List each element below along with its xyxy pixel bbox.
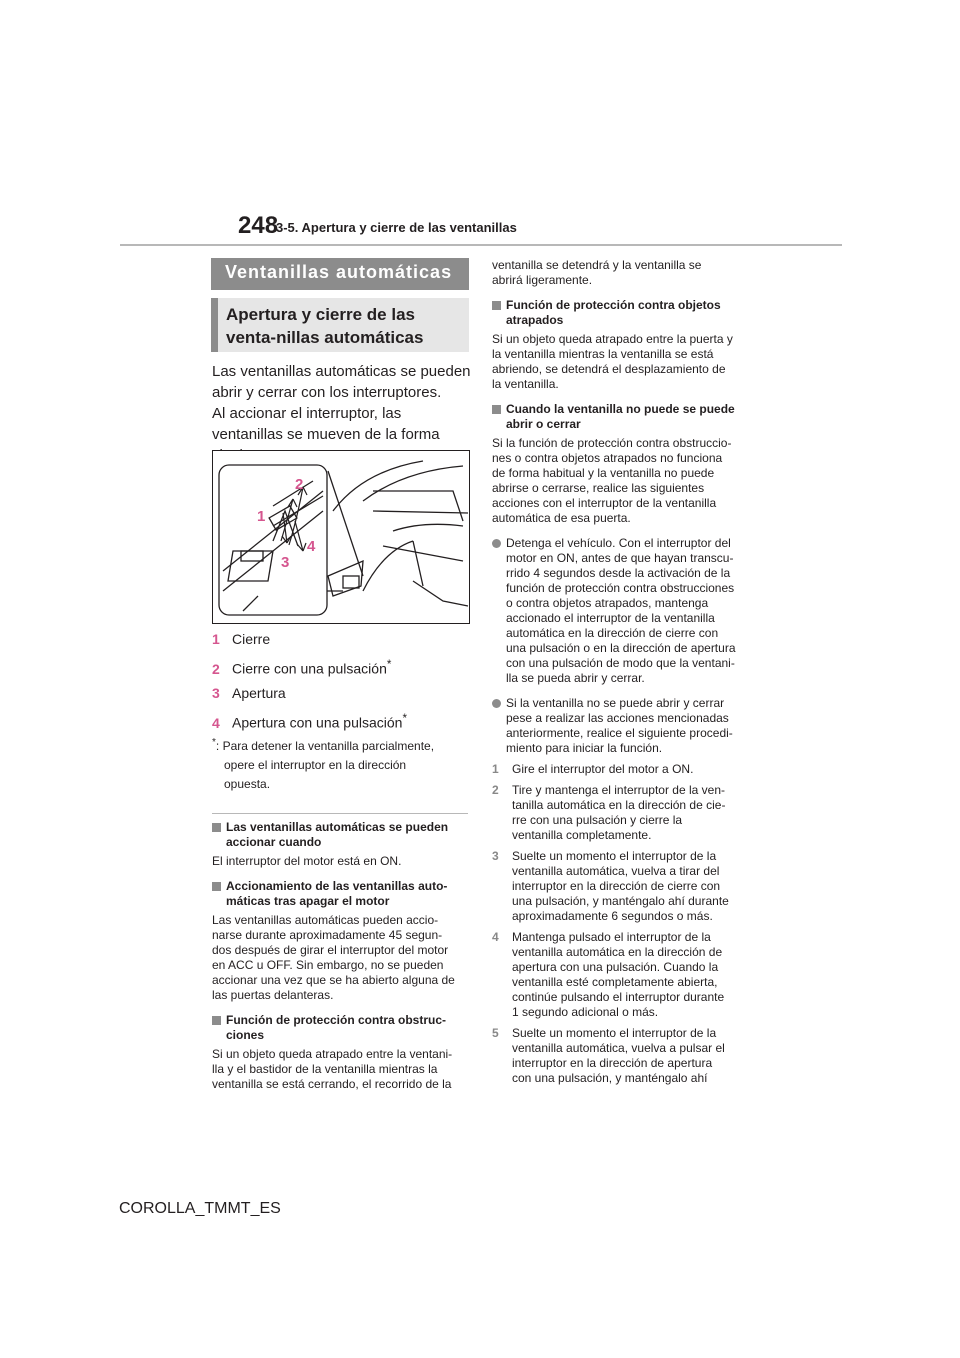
note-body-line: Si la función de protección contra obstruccio-	[492, 436, 732, 450]
continued-text	[492, 258, 754, 288]
note-body	[212, 913, 474, 1003]
note-heading-line: Función de protección contra objetos	[506, 298, 721, 312]
footnote-mark: *	[402, 712, 407, 725]
note-body-line: las puertas delanteras.	[212, 988, 334, 1002]
note-body-line: ventanilla se detendrá y la ventanilla se	[492, 258, 702, 272]
note-heading-line: abrir o cerrar	[506, 417, 581, 431]
bullet-line: miento para iniciar la función.	[506, 741, 663, 755]
bullet-line: Si la ventanilla no se puede abrir y cerrar	[506, 696, 725, 710]
note-body-line: Las ventanillas automáticas pueden accio-	[212, 913, 439, 927]
note-body-line: lla y el bastidor de la ventanilla mientras la	[212, 1062, 438, 1076]
footnote-line: opere el interruptor en la dirección	[224, 758, 407, 772]
note-body-line: El interruptor del motor está en ON.	[212, 854, 402, 868]
note-body	[492, 436, 754, 526]
step-line: apertura con una pulsación. Cuando la	[512, 960, 719, 974]
step-line: interruptor en la dirección de apertura	[512, 1056, 713, 1070]
step-line: ventanilla automática, vuelva a pulsar el	[512, 1041, 725, 1055]
note-heading-line: atrapados	[506, 313, 564, 327]
left-column-notes	[212, 820, 474, 1092]
numbered-step	[492, 762, 754, 777]
note-body-line: abrirá ligeramente.	[492, 273, 593, 287]
bullet-line: anteriormente, realice el siguiente procedi-	[506, 726, 733, 740]
subsection-heading	[211, 298, 469, 352]
legend-text: Apertura con una pulsación	[232, 714, 403, 731]
note-heading	[212, 879, 474, 909]
bullet-line: una pulsación o en la dirección de apertura	[506, 641, 736, 655]
note-body	[212, 854, 474, 869]
footer-doc-code: COROLLA_TMMT_ES	[119, 1200, 281, 1217]
note-body-line: acciones con el interruptor de la ventanilla	[492, 496, 717, 510]
numbered-step	[492, 1026, 754, 1086]
step-line: Gire el interruptor del motor a ON.	[512, 762, 694, 776]
right-column-notes	[492, 258, 754, 1086]
numbered-step	[492, 930, 754, 1020]
callout-label: 4	[307, 538, 316, 555]
step-line: Mantenga pulsado el interruptor de la	[512, 930, 711, 944]
step-number: 3	[492, 849, 499, 863]
bullet-line: o contra objetos atrapados, mantenga	[506, 596, 709, 610]
step-line: Suelte un momento el interruptor de la	[512, 1026, 717, 1040]
step-line: interruptor en la dirección de cierre con	[512, 879, 721, 893]
legend-item	[212, 658, 391, 677]
note-heading	[492, 402, 754, 432]
legend-number: 2	[212, 660, 220, 677]
bullet-line: con una pulsación de modo que la ventani-	[506, 656, 735, 670]
bullet-line: función de protección contra obstrucciones	[506, 581, 735, 595]
note-heading	[212, 1013, 474, 1043]
legend-item	[212, 712, 407, 731]
legend-text: Cierre	[232, 631, 271, 647]
illustration-svg	[213, 451, 469, 623]
note-body-line: automática de esa puerta.	[492, 511, 631, 525]
note-body-line: abriendo, se detendrá el desplazamiento de	[492, 362, 726, 376]
step-number: 1	[492, 762, 499, 776]
step-line: aproximadamente 6 segundos o más.	[512, 909, 713, 923]
bullet-line: rrido 4 segundos desde la activación de la	[506, 566, 731, 580]
column-divider	[212, 813, 468, 814]
bullet-line: pese a realizar las acciones mencionadas	[506, 711, 729, 725]
legend-number: 3	[212, 685, 220, 701]
callout-label: 2	[295, 476, 304, 493]
legend-text: Cierre con una pulsación	[232, 660, 387, 677]
bullet-line: Detenga el vehículo. Con el interruptor del	[506, 536, 731, 550]
step-line: ventanilla automática, vuelva a tirar del	[512, 864, 720, 878]
step-line: rre con una pulsación y cierre la	[512, 813, 683, 827]
step-line: tanilla automática en la dirección de cie-	[512, 798, 726, 812]
note-body-line: dos después de girar el interruptor del motor	[212, 943, 449, 957]
callout-label: 3	[281, 554, 290, 571]
note-body-line: nes o contra objetos atrapados no funciona	[492, 451, 723, 465]
note-body-line: Si un objeto queda atrapado entre la ventani-	[212, 1047, 453, 1061]
numbered-step	[492, 783, 754, 843]
page-number: 248	[238, 212, 279, 239]
note-body-line: Si un objeto queda atrapado entre la puerta y	[492, 332, 733, 346]
note-body	[492, 332, 754, 392]
bullet-line: accionado el interruptor de la ventanilla	[506, 611, 715, 625]
legend-text: Apertura	[232, 685, 286, 701]
note-body-line: de forma habitual y la ventanilla no puede	[492, 466, 715, 480]
footnote-mark: *	[386, 658, 392, 671]
step-number: 5	[492, 1026, 499, 1040]
footnote-text: : Para detener la ventanilla parcialmente,	[215, 739, 435, 753]
step-number: 4	[492, 930, 499, 944]
legend-number: 1	[212, 631, 220, 647]
callout-label: 1	[257, 508, 266, 525]
bullet-item	[492, 536, 754, 686]
note-heading	[212, 820, 474, 850]
note-body-line: la ventanilla mientras la ventanilla se está	[492, 347, 714, 361]
intro-paragraph: Las ventanillas automáticas se pueden abrir y cerrar con los interruptores.	[212, 363, 471, 401]
step-line: Tire y mantenga el interruptor de la ven-	[512, 783, 725, 797]
legend-item	[212, 685, 286, 701]
note-body-line: accionar una vez que se ha abierto alguna de	[212, 973, 455, 987]
header-divider	[120, 244, 842, 246]
footnote-mark: *	[212, 737, 216, 748]
note-body-line: narse durante aproximadamente 45 segun-	[212, 928, 443, 942]
bullet-line: motor en ON, antes de que hayan transcu-	[506, 551, 734, 565]
section-title: 3-5. Apertura y cierre de las ventanillas	[276, 220, 517, 235]
footnote-line	[212, 733, 470, 756]
section-heading: Ventanillas automáticas	[211, 258, 469, 290]
numbered-step	[492, 849, 754, 924]
note-heading-line: máticas tras apagar el motor	[226, 894, 390, 908]
step-line: con una pulsación, y manténgalo ahí	[512, 1071, 708, 1085]
footnote-line: opuesta.	[224, 777, 271, 791]
bullet-line: automática en la dirección de cierre con	[506, 626, 719, 640]
step-line: continúe pulsando el interruptor durante	[512, 990, 725, 1004]
note-heading-line: Cuando la ventanilla no puede se puede	[506, 402, 735, 416]
note-body-line: la ventanilla.	[492, 377, 559, 391]
intro-paragraph: Al accionar el interruptor, las ventanillas se mueven de la forma	[212, 405, 440, 443]
window-switch-illustration	[212, 450, 470, 624]
note-body-line: en ACC u OFF. Sin embargo, no se pueden	[212, 958, 444, 972]
legend-number: 4	[212, 714, 220, 731]
step-line: una pulsación, y manténgalo ahí durante	[512, 894, 729, 908]
bullet-line: lla se pueda abrir y cerrar.	[506, 671, 645, 685]
note-body-line: ventanilla se está cerrando, el recorrido de la	[212, 1077, 452, 1091]
step-number: 2	[492, 783, 499, 797]
step-line: 1 segundo adicional o más.	[512, 1005, 659, 1019]
note-heading-line: Las ventanillas automáticas se pueden	[226, 820, 449, 834]
note-heading-line: ciones	[226, 1028, 265, 1042]
step-line: ventanilla esté completamente abierta,	[512, 975, 718, 989]
note-heading-line: Accionamiento de las ventanillas auto-	[226, 879, 448, 893]
note-heading-line: accionar cuando	[226, 835, 322, 849]
note-body	[212, 1047, 474, 1092]
note-body-line: abrirse o cerrarse, realice las siguientes	[492, 481, 705, 495]
legend-item	[212, 631, 270, 647]
step-line: Suelte un momento el interruptor de la	[512, 849, 717, 863]
step-line: ventanilla completamente.	[512, 828, 652, 842]
subsection-heading-line: Apertura y cierre de las venta-nillas automáticas	[226, 305, 424, 347]
bullet-item	[492, 696, 754, 756]
footnote	[212, 733, 470, 794]
note-heading-line: Función de protección contra obstruc-	[226, 1013, 447, 1027]
step-line: ventanilla automática en la dirección de	[512, 945, 723, 959]
note-heading	[492, 298, 754, 328]
